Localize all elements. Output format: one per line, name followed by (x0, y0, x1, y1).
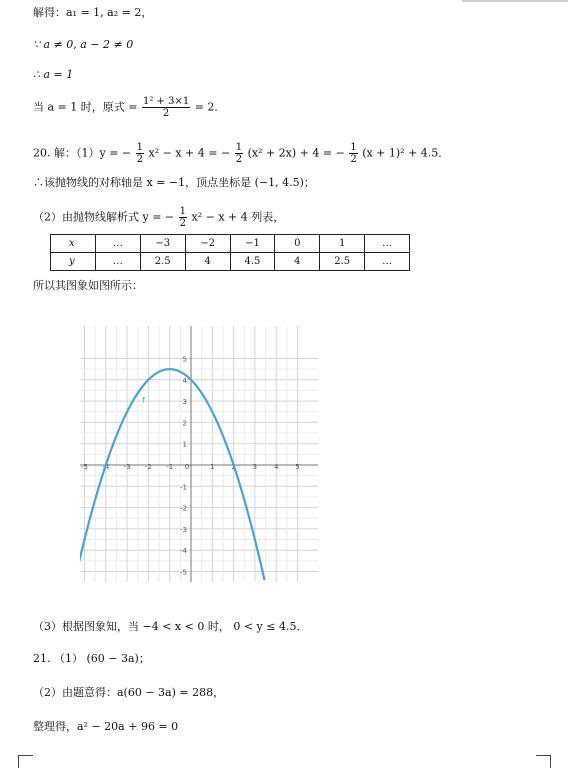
table-cell: … (95, 253, 140, 271)
x-tick-label: -4 (102, 463, 110, 471)
table-cell: … (365, 235, 410, 253)
table-cell: 1 (320, 235, 365, 253)
fraction-denominator: 2 (136, 154, 144, 165)
substitution-fraction (142, 96, 190, 119)
fraction-numerator: 1² + 3×1 (142, 96, 190, 107)
table-cell: 4.5 (230, 253, 275, 271)
q20-prefix: 20. 解：（1）y = − (33, 146, 132, 160)
q21-part1-line: 21. （1） (60 − 3a)； (33, 652, 150, 665)
table-row-x (51, 235, 410, 253)
half-fraction (179, 206, 187, 229)
x-tick-label: -1 (166, 463, 174, 471)
x-tick-label: 2 (231, 463, 236, 471)
y-tick-label: 5 (182, 355, 187, 364)
y-tick-label: -5 (180, 568, 187, 577)
x-tick-label: 1 (210, 463, 215, 471)
solution-line-1: 解得：a₁ = 1, a₂ = 2， (33, 6, 153, 19)
q20-mid1: x² − x + 4 = − (148, 146, 231, 160)
q20-suffix: (x + 1)² + 4.5． (362, 146, 450, 160)
table-cell: 4 (275, 253, 320, 271)
x-tick-label: -2 (144, 463, 152, 471)
fraction-numerator: 1 (235, 142, 243, 153)
fraction-numerator: 1 (136, 142, 144, 153)
parabola-graph (80, 326, 318, 582)
table-cell: y (51, 253, 96, 271)
half-fraction (136, 142, 144, 165)
x-tick-label: -3 (123, 463, 131, 471)
graph-intro-line: 所以其图象如图所示： (33, 279, 143, 292)
q20-part2-line (33, 206, 284, 229)
page-corner-mark-left (18, 755, 33, 768)
fraction-numerator: 1 (350, 142, 357, 153)
y-tick-label: -4 (180, 547, 187, 556)
y-tick-label: 4 (182, 376, 187, 385)
y-tick-label: -2 (180, 504, 187, 513)
q20-part2-prefix: （2）由抛物线解析式 y = − (33, 210, 175, 224)
page-corner-mark-right (536, 755, 551, 768)
x-tick-label: -5 (81, 463, 88, 471)
table-cell: −2 (185, 235, 230, 253)
substitution-prefix: 当 a = 1 时，原式 = (33, 100, 138, 114)
y-tick-label: -3 (180, 525, 187, 534)
table-cell: 2.5 (320, 253, 365, 271)
table-cell: 0 (275, 235, 320, 253)
curve-label: f (142, 396, 145, 406)
table-cell: 4 (185, 253, 230, 271)
table-row-y (51, 253, 410, 271)
q20-part2-suffix: x² − x + 4 列表， (191, 210, 285, 224)
x-tick-label: 5 (295, 463, 300, 471)
q20-part1-line (33, 142, 449, 165)
x-tick-label: 4 (273, 463, 279, 471)
table-cell: −1 (230, 235, 275, 253)
fraction-numerator: 1 (179, 206, 187, 217)
substitution-line (33, 96, 225, 119)
axis-vertex-line: ∴该抛物线的对称轴是 x = −1，顶点坐标是 (−1, 4.5)； (33, 176, 315, 189)
y-tick-label: 3 (182, 398, 187, 407)
x-tick-label: 3 (252, 463, 258, 471)
y-tick-label: 2 (182, 419, 187, 428)
table-cell: x (51, 235, 96, 253)
x-tick-label: 0 (184, 463, 190, 471)
half-fraction (349, 142, 357, 165)
q20-part3-line: （3）根据图象知，当 −4 < x < 0 时， 0 < y ≤ 4.5． (33, 620, 308, 633)
q21-simplify-line: 整理得，a² − 20a + 96 = 0 (33, 720, 179, 733)
page-edge-mark (462, 0, 568, 2)
table-cell: … (95, 235, 140, 253)
fraction-denominator: 2 (350, 154, 357, 165)
half-fraction (235, 142, 243, 165)
substitution-suffix: = 2． (194, 100, 226, 114)
q21-part2-line: （2）由题意得：a(60 − 3a) = 288， (33, 686, 225, 699)
fraction-denominator: 2 (179, 218, 187, 229)
y-tick-label: -1 (180, 483, 187, 492)
table-cell: 2.5 (140, 253, 185, 271)
value-table (50, 234, 410, 271)
condition-line: ∵ a ≠ 0, a − 2 ≠ 0 (33, 38, 134, 51)
fraction-denominator: 2 (162, 108, 170, 119)
y-tick-label: 1 (182, 440, 187, 449)
q20-mid2: (x² + 2x) + 4 = − (247, 146, 345, 160)
table-cell: −3 (140, 235, 185, 253)
fraction-denominator: 2 (235, 154, 243, 165)
conclusion-line: ∴ a = 1 (33, 68, 74, 81)
table-cell: … (365, 253, 410, 271)
